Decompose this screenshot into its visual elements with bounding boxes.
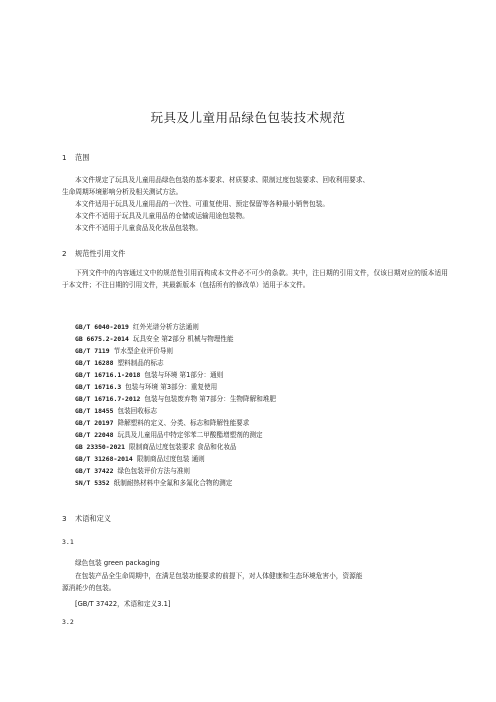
reference-item: [75, 465, 190, 475]
reference-item: [75, 333, 234, 343]
reference-title: 包装与环境 第3部分：重复使用: [125, 383, 218, 391]
reference-title: 玩具安全 第2部分 机械与物理性能: [132, 335, 234, 343]
document-title: 玩具及儿童用品绿色包装技术规范: [150, 110, 346, 125]
section-title: 范围: [75, 153, 90, 162]
reference-code: GB/T 37422: [75, 467, 114, 475]
section-1-heading: [62, 153, 89, 163]
subsection-number: 3.2: [62, 618, 74, 626]
section-title: 术语和定义: [75, 514, 111, 523]
reference-code: GB/T 16716.1-2018: [75, 371, 141, 379]
reference-title: 玩具及儿童用品中特定邻苯二甲酸酯增塑剂的测定: [117, 431, 263, 439]
reference-title: 塑料制品的标志: [117, 359, 164, 367]
section-title: 规范性引用文件: [75, 249, 126, 258]
reference-code: SN/T 5352: [75, 479, 110, 487]
subsection-number: 3.1: [62, 538, 74, 546]
reference-title: 包装与包装废弃物 第7部分：生物降解和堆肥: [144, 395, 276, 403]
section-number: 3: [62, 514, 67, 523]
reference-code: GB/T 16288: [75, 359, 114, 367]
reference-item: [75, 393, 276, 403]
section-3-heading: [62, 514, 111, 524]
reference-title: 红外光谱分析方法通则: [132, 323, 199, 331]
reference-title: 纸制耐热材料中全氟和多氟化合物的测定: [113, 479, 233, 487]
reference-code: GB/T 22048: [75, 431, 114, 439]
reference-item: [75, 441, 237, 451]
reference-item: [75, 381, 217, 391]
reference-code: GB/T 16716.7-2012: [75, 395, 141, 403]
paragraph-line: 本文件不适用于玩具及儿童用品的仓储或运输用途包装物。: [75, 212, 249, 220]
intro-paragraph: 下列文件中的内容通过文中的规范性引用而构成本文件必不可少的条款。其中，注日期的引用文件，仅该日期对应的版本适用于本文件；不注日期的引用文件，其最新版本（包括所有的修改单）适用于本文件。: [62, 269, 448, 289]
reference-code: GB/T 7119: [75, 347, 110, 355]
reference-code: GB 23350-2021: [75, 443, 126, 451]
reference-code: GB/T 31268-2014: [75, 455, 133, 463]
reference-code: GB 6675.2-2014: [75, 335, 129, 343]
section-number: 1: [62, 153, 67, 162]
reference-item: [75, 453, 205, 463]
definition-line: 源消耗少的包装。: [62, 584, 116, 592]
reference-title: 节水型企业评价导则: [113, 347, 173, 355]
reference-item: [75, 345, 173, 355]
reference-code: GB/T 20197: [75, 419, 114, 427]
reference-code: GB/T 6040-2019: [75, 323, 129, 331]
reference-title: 包装与环境 第1部分：通则: [144, 371, 224, 379]
reference-title: 绿色包装评价方法与准则: [117, 467, 191, 475]
definition-source: [GB/T 37422，术语和定义3.1]: [75, 600, 171, 608]
reference-title: 限制商品过度包装要求 食品和化妆品: [129, 443, 237, 451]
reference-item: [75, 417, 249, 427]
term-entry: 绿色包装 green packaging: [75, 559, 160, 567]
paragraph-line: 本文件不适用于儿童食品及化妆品包装物。: [75, 224, 203, 232]
section-number: 2: [62, 249, 67, 258]
reference-item: [75, 405, 157, 415]
paragraph-line: 生命周期环境影响分析及相关测试方法。: [62, 188, 183, 196]
reference-item: [75, 357, 164, 367]
reference-code: GB/T 18455: [75, 407, 114, 415]
definition-line: 在包装产品全生命周期中，在满足包装功能要求的前提下，对人体健康和生态环境危害小，资源能: [75, 572, 363, 580]
paragraph-line: 本文件适用于玩具及儿童用品的一次性、可重复使用、预定保留等各种最小销售包装。: [75, 200, 330, 208]
reference-item: [75, 429, 263, 439]
section-2-heading: [62, 249, 125, 259]
reference-code: GB/T 16716.3: [75, 383, 122, 391]
reference-item: [75, 369, 223, 379]
paragraph-line: 本文件规定了玩具及儿童用品绿色包装的基本要求、材质要求、限制过度包装要求、回收利用要求、: [75, 176, 370, 184]
reference-title: 限制商品过度包装 通则: [136, 455, 205, 463]
reference-item: [75, 321, 199, 331]
reference-item: [75, 477, 232, 487]
reference-title: 包装回收标志: [117, 407, 158, 415]
reference-title: 降解塑料的定义、分类、标志和降解性能要求: [117, 419, 250, 427]
